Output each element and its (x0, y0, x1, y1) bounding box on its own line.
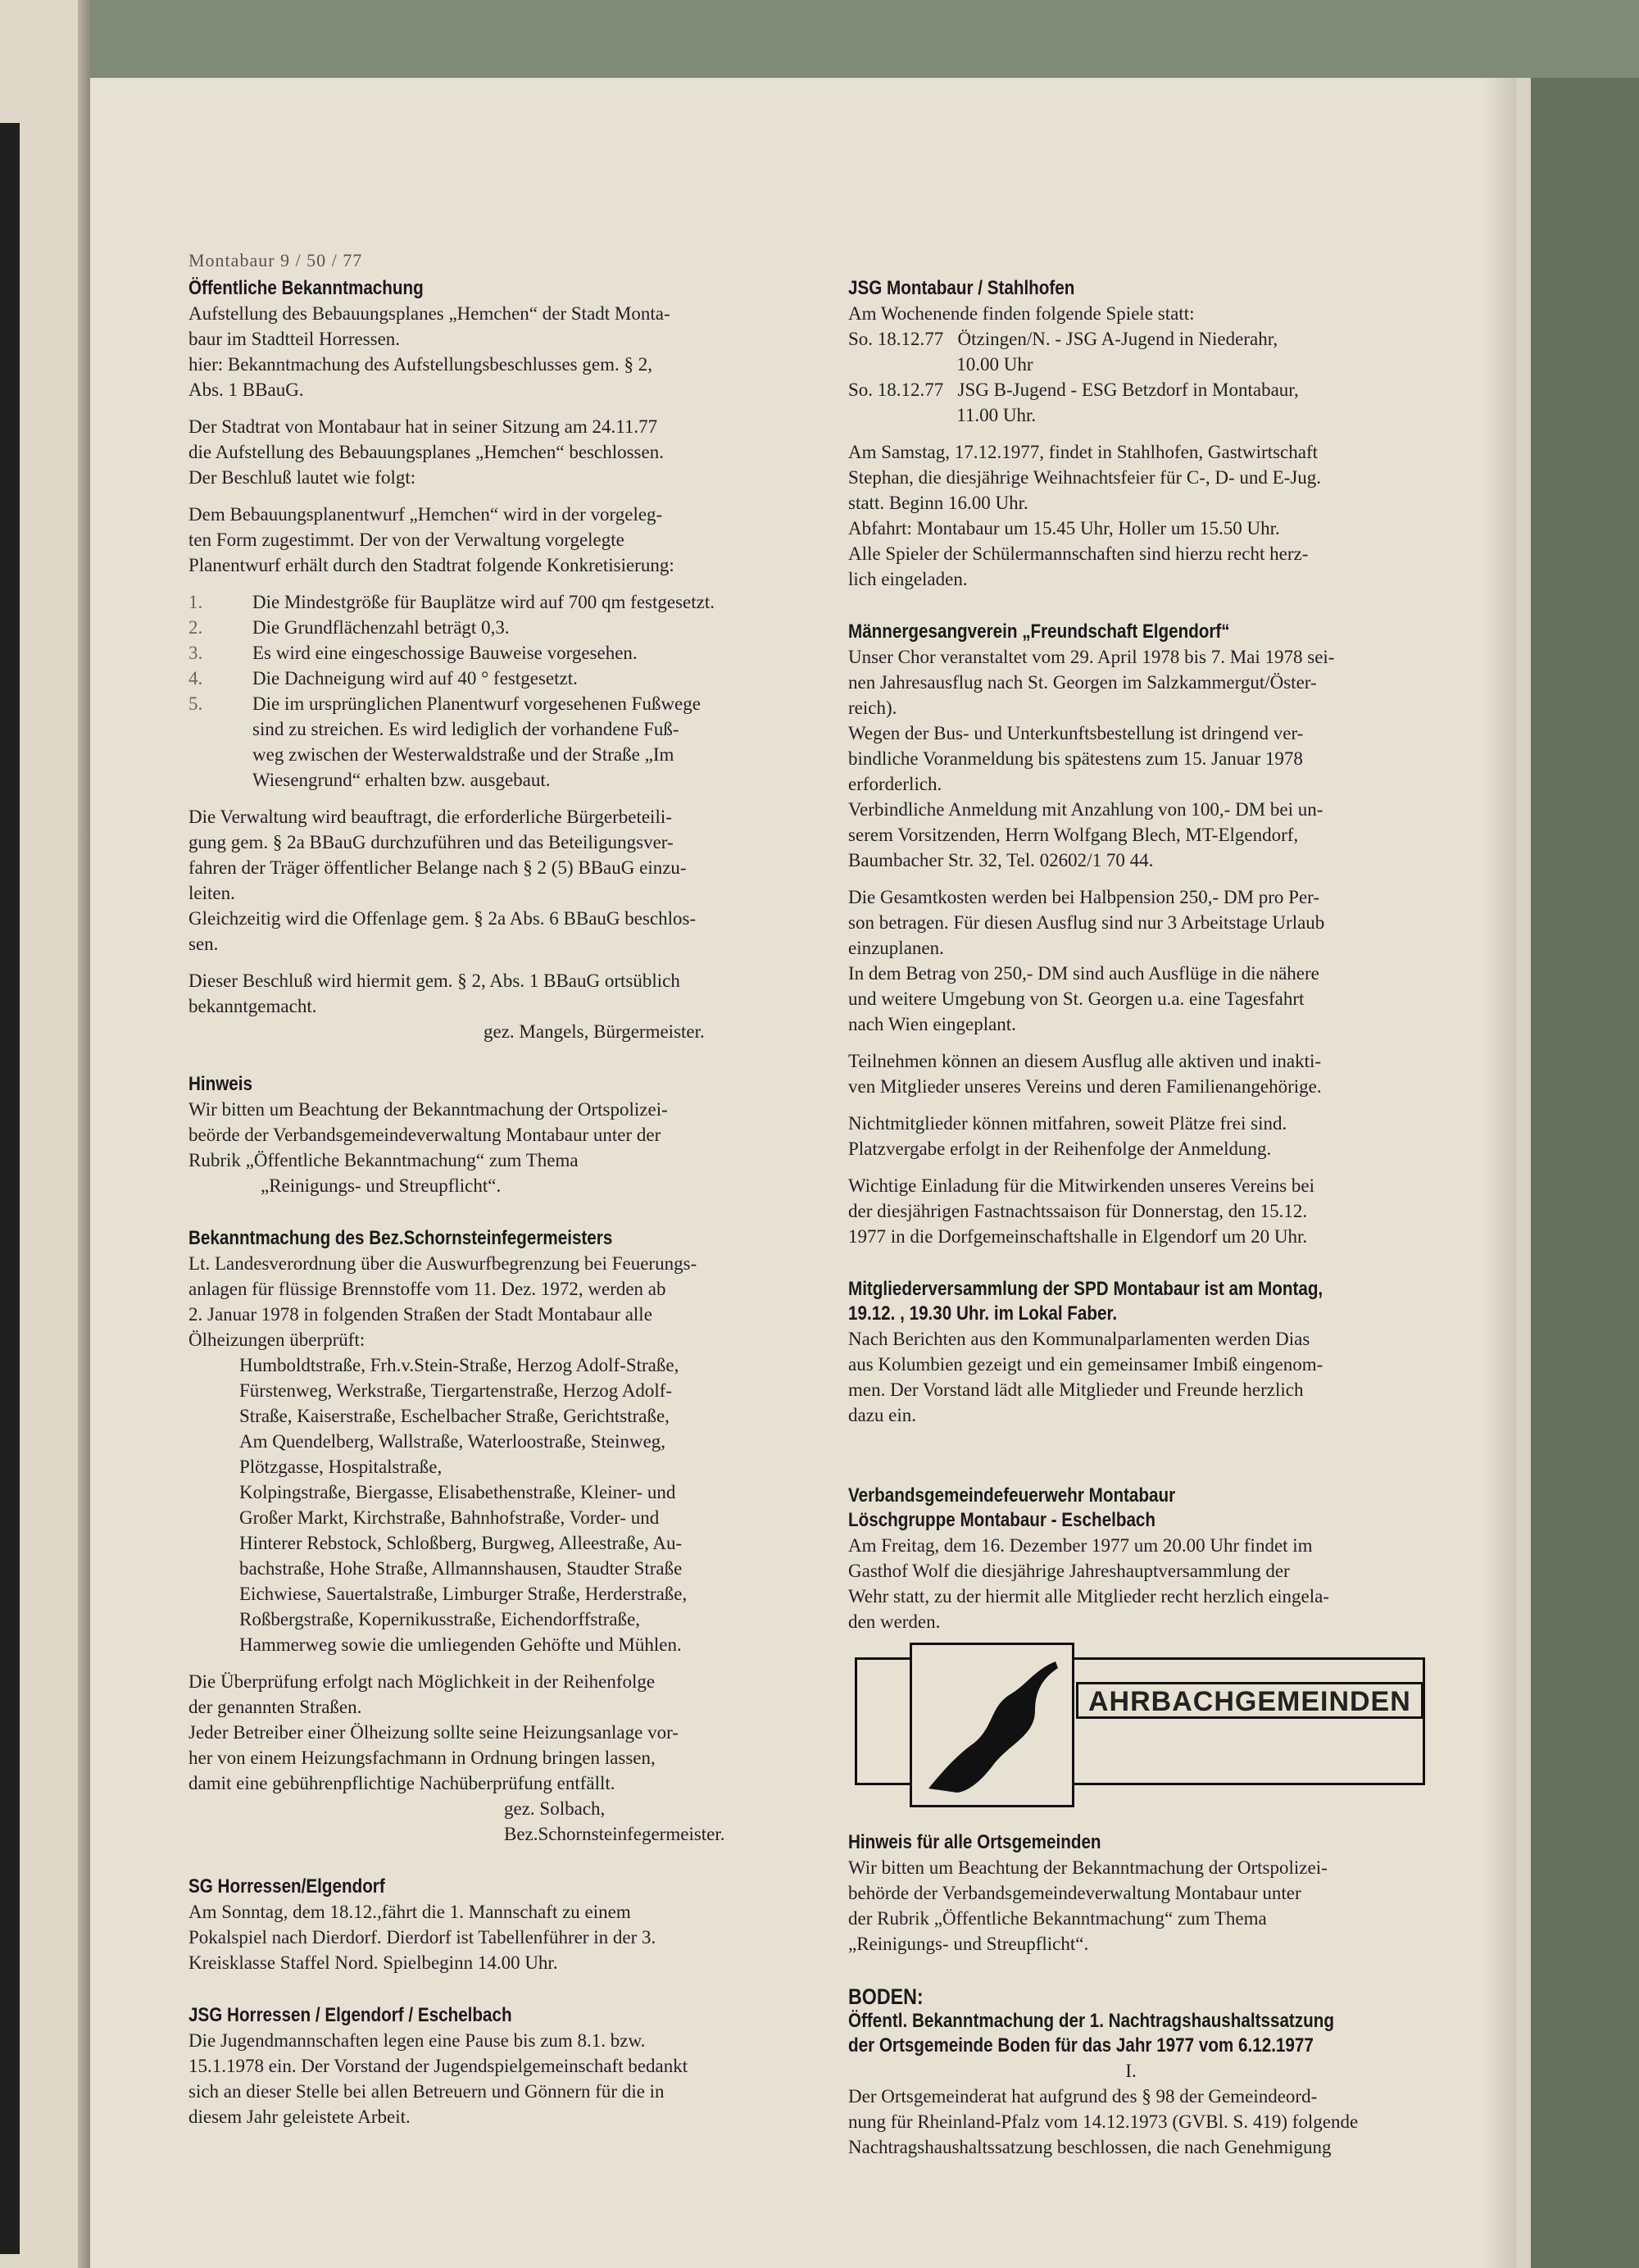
text-line: Am Freitag, dem 16. Dezember 1977 um 20.00 Uhr findet im (848, 1535, 1313, 1556)
text-line: Rubrik „Öffentliche Bekanntmachung“ zum Thema (188, 1150, 579, 1170)
text-line: der diesjährigen Fastnachtssaison für Donnerstag, den 15.12. (848, 1201, 1308, 1221)
text-line: beörde der Verbandsgemeindeverwaltung Montabaur unter der (188, 1125, 661, 1145)
text-line: nach Wien eingeplant. (848, 1014, 1016, 1034)
section-subtitle: der Ortsgemeinde Boden für das Jahr 1977 vom 6.12.1977 (848, 2034, 1314, 2057)
street-line: Am Quendelberg, Wallstraße, Waterloostraße, Steinweg, (239, 1431, 666, 1452)
jsg-section (188, 2003, 840, 2129)
text-line: hier: Bekanntmachung des Aufstellungsbeschlusses gem. § 2, (188, 354, 652, 375)
text-line: Stephan, die diesjährige Weihnachtsfeier für C-, D- und E-Jug. (848, 467, 1322, 488)
text-line: Am Wochenende finden folgende Spiele statt: (848, 303, 1195, 324)
text-line: Abs. 1 BBauG. (188, 380, 304, 400)
ahrbach-logo (848, 1643, 1459, 1819)
text-line: Die Verwaltung wird beauftragt, die erforderliche Bürgerbeteili- (188, 807, 672, 827)
sg-section (188, 1875, 840, 1975)
text-line: Die Jugendmannschaften legen eine Pause bis zum 8.1. bzw. (188, 2030, 646, 2051)
text-line: „Reinigungs- und Streupflicht“. (261, 1175, 502, 1196)
text-line: reich). (848, 698, 897, 718)
text-line: In dem Betrag von 250,- DM sind auch Ausflüge in die nähere (848, 963, 1319, 984)
text-line: Wichtige Einladung für die Mitwirkenden unseres Vereins bei (848, 1175, 1315, 1196)
text-line: diesem Jahr geleistete Arbeit. (188, 2107, 411, 2127)
street-line: Humboldtstraße, Frh.v.Stein-Straße, Herzog Adolf-Straße, (239, 1355, 679, 1375)
text-line: der Rubrik „Öffentliche Bekanntmachung“ zum Thema (848, 1908, 1267, 1929)
hinweis-orts-section (848, 1830, 1479, 1957)
text-line: Wegen der Bus- und Unterkunftsbestellung ist dringend ver- (848, 723, 1304, 743)
page-gutter (78, 0, 90, 2268)
text-line: Pokalspiel nach Dierdorf. Dierdorf ist Tabellenführer in der 3. (188, 1927, 656, 1948)
boden-section (848, 1984, 1479, 2160)
logo-label: AHRBACHGEMEINDEN (1076, 1682, 1423, 1719)
concretization-list (188, 589, 840, 793)
page-curl-shadow (1483, 78, 1516, 2268)
text-line: Wir bitten um Beachtung der Bekanntmachung der Ortspolizei- (848, 1857, 1328, 1878)
text-line: 1977 in die Dorfgemeinschaftshalle in Elgendorf um 20 Uhr. (848, 1226, 1308, 1247)
text-line: der genannten Straßen. (188, 1697, 362, 1717)
text-line: Dieser Beschluß wird hiermit gem. § 2, Abs. 1 BBauG ortsüblich (188, 970, 680, 991)
text-line: ven Mitglieder unseres Vereins und deren Familienangehörige. (848, 1076, 1322, 1097)
section-subtitle: 19.12. , 19.30 Uhr. im Lokal Faber. (848, 1302, 1118, 1325)
section-title: Bekanntmachung des Bez.Schornsteinfegermeisters (188, 1227, 613, 1249)
text-line: nen Jahresausflug nach St. Georgen im Salzkammergut/Öster- (848, 672, 1317, 693)
street-line: Eichwiese, Sauertalstraße, Limburger Straße, Herderstraße, (239, 1584, 688, 1604)
list-item: 2. Die Grundflächenzahl beträgt 0,3. (188, 617, 510, 638)
text-line: Kreisklasse Staffel Nord. Spielbeginn 14.00 Uhr. (188, 1952, 558, 1973)
page-edge-strip (1516, 78, 1531, 2268)
text-line: einzuplanen. (848, 938, 944, 958)
book-binding (1516, 78, 1639, 2268)
text-line: Baumbacher Str. 32, Tel. 02602/1 70 44. (848, 850, 1154, 870)
section-title: Hinweis für alle Ortsgemeinden (848, 1831, 1101, 1853)
street-list (188, 1352, 840, 1657)
text-line: den werden. (848, 1611, 941, 1632)
text-line: bekanntgemacht. (188, 996, 317, 1016)
text-line: Gleichzeitig wird die Offenlage gem. § 2a Abs. 6 BBauG beschlos- (188, 908, 697, 929)
text-line: Unser Chor veranstaltet vom 29. April 1978 bis 7. Mai 1978 sei- (848, 647, 1335, 667)
maenner-section (848, 620, 1479, 1249)
river-emblem-icon (912, 1645, 1072, 1805)
text-line: sen. (188, 934, 219, 954)
list-item: 3. Es wird eine eingeschossige Bauweise vorgesehen. (188, 643, 638, 663)
text-line: damit eine gebührenpflichtige Nachüberprüfung entfällt. (188, 1773, 615, 1793)
street-line: Plötzgasse, Hospitalstraße, (239, 1457, 443, 1477)
street-line: Großer Markt, Kirchstraße, Bahnhofstraße, Vorder- und (239, 1507, 660, 1528)
text-line: Der Stadtrat von Montabaur hat in seiner Sitzung am 24.11.77 (188, 416, 658, 437)
text-line: Der Beschluß lautet wie folgt: (188, 467, 416, 488)
section-title: Männergesangverein „Freundschaft Elgendorf“ (848, 620, 1230, 643)
text-line: Am Sonntag, dem 18.12.,fährt die 1. Mannschaft zu einem (188, 1902, 631, 1922)
section-title: Hinweis (188, 1073, 253, 1095)
text-line: nung für Rheinland-Pfalz vom 14.12.1973 (GVBl. S. 419) folgende (848, 2111, 1359, 2132)
text-line: Ölheizungen überprüft: (188, 1329, 365, 1350)
text-line: So. 18.12.77 JSG B-Jugend - ESG Betzdorf in Montabaur, (848, 380, 1299, 400)
text-line: Der Ortsgemeinderat hat aufgrund des § 98 der Gemeindeord- (848, 2086, 1318, 2107)
text-line: Lt. Landesverordnung über die Auswurfbegrenzung bei Feuerungs- (188, 1253, 697, 1274)
bekanntmachung-section (188, 276, 840, 1044)
text-line: Am Samstag, 17.12.1977, findet in Stahlhofen, Gastwirtschaft (848, 442, 1319, 462)
text-line: Nach Berichten aus den Kommunalparlamenten werden Dias (848, 1329, 1310, 1349)
text-line: 2. Januar 1978 in folgenden Straßen der Stadt Montabaur alle (188, 1304, 652, 1325)
text-line: men. Der Vorstand lädt alle Mitglieder und Freunde herzlich (848, 1379, 1304, 1400)
section-subtitle: Öffentl. Bekanntmachung der 1. Nachtragshaushaltssatzung (848, 2010, 1334, 2032)
issue-date: Montabaur 9 / 50 / 77 (188, 250, 363, 270)
text-line: Wir bitten um Beachtung der Bekanntmachung der Ortspolizei- (188, 1099, 668, 1120)
text-line: baur im Stadtteil Horressen. (188, 329, 401, 349)
text-line: 10.00 Uhr (848, 354, 1033, 375)
text-line: Dem Bebauungsplanentwurf „Hemchen“ wird in der vorgeleg- (188, 504, 663, 525)
street-line: bachstraße, Hohe Straße, Allmannshausen, Staudter Straße (239, 1558, 683, 1579)
section-title: SG Horressen/Elgendorf (188, 1875, 385, 1898)
text-line: statt. Beginn 16.00 Uhr. (848, 493, 1028, 513)
text-line: So. 18.12.77 Ötzingen/N. - JSG A-Jugend in Niederahr, (848, 329, 1278, 349)
text-line: 15.1.1978 ein. Der Vorstand der Jugendspielgemeinschaft bedankt (188, 2056, 688, 2076)
text-line: Jeder Betreiber einer Ölheizung sollte seine Heizungsanlage vor- (188, 1722, 679, 1743)
section-title: Verbandsgemeindefeuerwehr Montabaur (848, 1484, 1176, 1507)
logo-emblem (910, 1643, 1074, 1807)
text-line: leiten. (188, 883, 235, 903)
signature: gez. Solbach, (504, 1798, 606, 1819)
section-title: Öffentliche Bekanntmachung (188, 277, 424, 299)
text-line: ten Form zugestimmt. Der von der Verwaltung vorgelegte (188, 530, 624, 550)
text-line: Die Überprüfung erfolgt nach Möglichkeit in der Reihenfolge (188, 1671, 656, 1692)
street-line: Fürstenweg, Werkstraße, Tiergartenstraße, Herzog Adolf- (239, 1380, 673, 1401)
section-title: JSG Montabaur / Stahlhofen (848, 277, 1075, 299)
signature: Bez.Schornsteinfegermeister. (504, 1824, 725, 1844)
text-line: aus Kolumbien gezeigt und ein gemeinsamer Imbiß eingenom- (848, 1354, 1323, 1375)
feuerwehr-section (848, 1484, 1479, 1634)
section-title: JSG Horressen / Elgendorf / Eschelbach (188, 2004, 512, 2026)
text-line: bindliche Voranmeldung bis spätestens zum 15. Januar 1978 (848, 748, 1303, 769)
text-line: Alle Spieler der Schülermannschaften sind hierzu recht herz- (848, 543, 1309, 564)
list-item: 5. Die im ursprünglichen Planentwurf vorgesehenen Fußwege sind zu streichen. Es wird lediglich der vorhandene Fuß- weg zwischen der Westerwaldstraße und der Straße „Im Wiesengrund“ erhalten bzw. ausgebaut. (188, 693, 701, 790)
text-line: Aufstellung des Bebauungsplanes „Hemchen“ der Stadt Monta- (188, 303, 670, 324)
street-line: Hinterer Rebstock, Schloßberg, Burgweg, Alleestraße, Au- (239, 1533, 683, 1553)
text-line: Gasthof Wolf die diesjährige Jahreshauptversammlung der (848, 1561, 1290, 1581)
spd-section (848, 1277, 1479, 1428)
street-line: Hammerweg sowie die umliegenden Gehöfte und Mühlen. (239, 1634, 682, 1655)
text-line: Wehr statt, zu der hiermit alle Mitglieder recht herzlich eingela- (848, 1586, 1329, 1607)
text-line: Planentwurf erhält durch den Stadtrat folgende Konkretisierung: (188, 555, 674, 575)
roman-numeral: I. (1125, 2061, 1137, 2081)
text-line: erforderlich. (848, 774, 942, 794)
text-line: anlagen für flüssige Brennstoffe vom 11. Dez. 1972, werden ab (188, 1279, 666, 1299)
list-item: 4. Die Dachneigung wird auf 40 ° festgesetzt. (188, 668, 578, 689)
text-line: lich eingeladen. (848, 569, 968, 589)
text-line: 11.00 Uhr. (848, 405, 1037, 425)
text-line: Die Gesamtkosten werden bei Halbpension 250,- DM pro Per- (848, 887, 1320, 907)
section-title: Mitgliederversammlung der SPD Montabaur ist am Montag, (848, 1278, 1323, 1300)
street-line: Roßbergstraße, Kopernikusstraße, Eichendorffstraße, (239, 1609, 641, 1629)
text-line: Verbindliche Anmeldung mit Anzahlung von 100,- DM bei un- (848, 799, 1323, 820)
street-line: Kolpingstraße, Biergasse, Elisabethenstraße, Kleiner- und (239, 1482, 676, 1502)
text-line: dazu ein. (848, 1405, 917, 1425)
signature: gez. Mangels, Bürgermeister. (484, 1021, 705, 1042)
left-column (188, 201, 840, 2129)
street-line: Straße, Kaiserstraße, Eschelbacher Straße, Gerichtstraße, (239, 1406, 670, 1426)
text-line: serem Vorsitzenden, Herrn Wolfgang Blech, MT-Elgendorf, (848, 825, 1299, 845)
text-line: Teilnehmen können an diesem Ausflug alle aktiven und inakti- (848, 1051, 1322, 1071)
text-line: die Aufstellung des Bebauungsplanes „Hemchen“ beschlossen. (188, 442, 664, 462)
text-line: gung gem. § 2a BBauG durchzuführen und das Beteiligungsver- (188, 832, 674, 852)
jsg-montabaur-section (848, 276, 1479, 592)
right-column (848, 201, 1479, 2160)
text-line: her von einem Heizungsfachmann in Ordnung bringen lassen, (188, 1748, 656, 1768)
text-line: und weitere Umgebung von St. Georgen u.a. eine Tagesfahrt (848, 989, 1305, 1009)
text-line: Nachtragshaushaltssatzung beschlossen, die nach Genehmigung (848, 2137, 1332, 2157)
text-line: „Reinigungs- und Streupflicht“. (848, 1934, 1089, 1954)
text-line: fahren der Träger öffentlicher Belange nach § 2 (5) BBauG einzu- (188, 857, 687, 878)
section-subtitle: Löschgruppe Montabaur - Eschelbach (848, 1509, 1156, 1531)
text-line: Platzvergabe erfolgt in der Reihenfolge der Anmeldung. (848, 1139, 1272, 1159)
adjacent-page-dark-strip (0, 123, 20, 2254)
schornstein-section (188, 1226, 840, 1847)
section-title: BODEN: (848, 1984, 924, 2009)
text-line: Abfahrt: Montabaur um 15.45 Uhr, Holler um 15.50 Uhr. (848, 518, 1280, 539)
text-line: son betragen. Für diesen Ausflug sind nur 3 Arbeitstage Urlaub (848, 912, 1325, 933)
text-line: Nichtmitglieder können mitfahren, soweit Plätze frei sind. (848, 1113, 1287, 1134)
list-item: 1. Die Mindestgröße für Bauplätze wird auf 700 qm festgesetzt. (188, 592, 715, 612)
hinweis-section (188, 1072, 840, 1198)
text-line: behörde der Verbandsgemeindeverwaltung Montabaur unter (848, 1883, 1301, 1903)
text-line: sich an dieser Stelle bei allen Betreuern und Gönnern für die in (188, 2081, 665, 2102)
document-page (90, 78, 1516, 2268)
